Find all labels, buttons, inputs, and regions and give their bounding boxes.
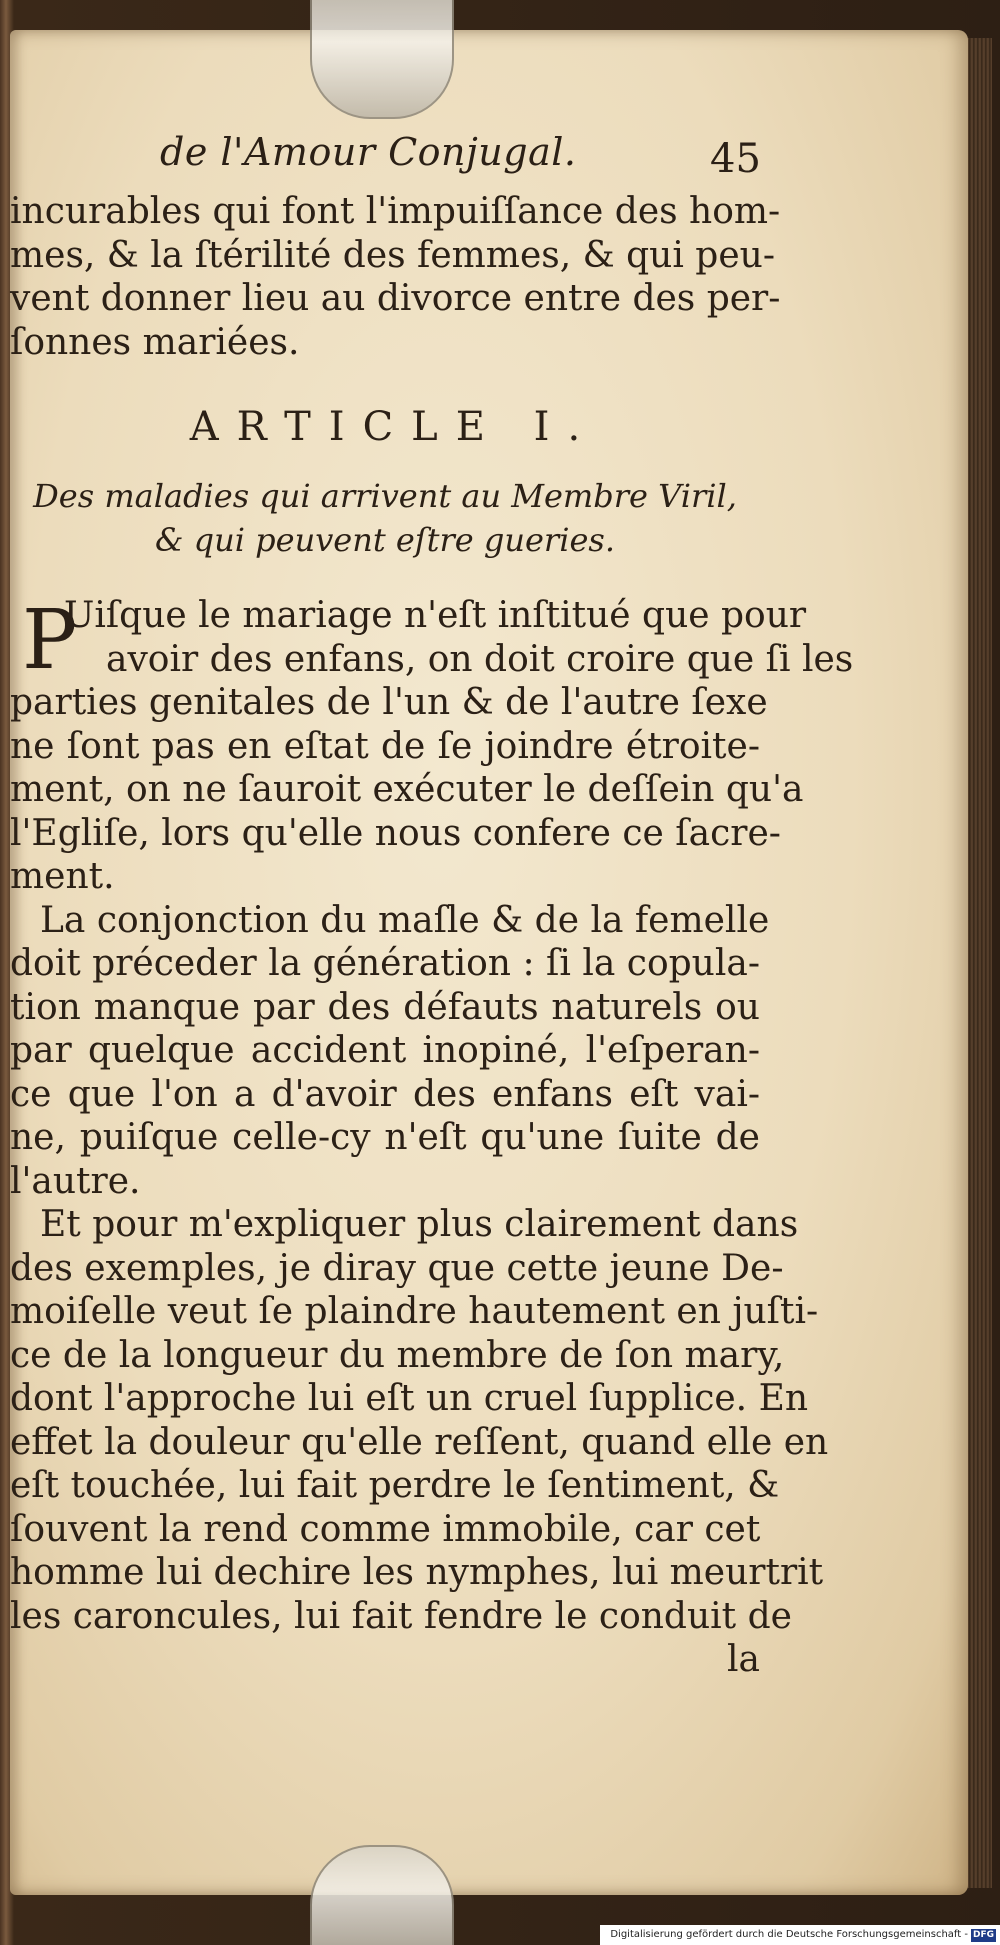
text-line: vent donner lieu au divorce entre des per-: [10, 278, 781, 319]
subtitle-line: & qui peuvent eſtre gueries.: [155, 521, 615, 559]
drop-cap: P: [22, 593, 78, 688]
article-subtitle: [10, 474, 760, 562]
text-line: tion manque par des défauts naturels ou: [10, 986, 760, 1028]
page-text: [10, 130, 854, 1682]
paragraph-2: [10, 899, 770, 1204]
page-number: 45: [710, 136, 761, 182]
text-line: moiſelle veut ſe plaindre hautement en juſti-: [10, 1291, 819, 1332]
text-line: Et pour m'expliquer plus clairement dans: [40, 1204, 799, 1245]
text-line: doit préceder la génération : ſi la copula-: [10, 943, 760, 984]
text-line: ne ſont pas en eſtat de ſe joindre étroite-: [10, 725, 760, 767]
text-line: Uiſque le mariage n'eſt inſtitué que pour: [64, 595, 807, 636]
text-line: mes, & la ſtérilité des femmes, & qui peu-: [10, 234, 775, 276]
text-line: les caroncules, lui fait fendre le conduit de: [10, 1595, 792, 1637]
text-line: ment.: [10, 856, 115, 897]
text-line: La conjonction du maſle & de la femelle: [40, 899, 770, 941]
intro-paragraph: [10, 190, 781, 364]
text-line: eſt touchée, lui fait perdre le ſentiment, &: [10, 1465, 780, 1506]
article-heading: ARTICLE I.: [189, 404, 599, 450]
book-page-edges: [966, 38, 992, 1888]
text-line: ſonnes mariées.: [10, 321, 300, 363]
text-line: effet la douleur qu'elle reſſent, quand elle en: [10, 1421, 829, 1463]
text-line: ce que l'on a d'avoir des enfans eſt vai-: [10, 1073, 760, 1115]
text-line: avoir des enfans, on doit croire que ſi les: [106, 638, 854, 680]
page-clip-top: [310, 0, 454, 119]
text-line: homme lui dechire les nymphes, lui meurtrit: [10, 1552, 824, 1593]
text-line: ne, puiſque celle-cy n'eſt qu'une ſuite de: [10, 1117, 760, 1158]
subtitle-line: Des maladies qui arrivent au Membre Viril,: [33, 477, 737, 515]
text-line: l'Egliſe, lors qu'elle nous confere ce ſacre-: [10, 812, 781, 854]
text-line: parties genitales de l'un & de l'autre ſexe: [10, 682, 768, 723]
text-line: incurables qui font l'impuiſſance des hom-: [10, 191, 781, 232]
catchword: la: [727, 1639, 760, 1680]
digitization-footer: [600, 1925, 1000, 1945]
page-clip-bottom: [310, 1845, 454, 1945]
text-line: ce de la longueur du membre de ſon mary,: [10, 1334, 785, 1376]
text-line: par quelque accident inopiné, l'eſperan-: [10, 1030, 760, 1071]
dfg-logo: DFG: [972, 1930, 994, 1940]
paragraph-1: [10, 593, 854, 899]
text-line: des exemples, je diray que cette jeune De-: [10, 1247, 784, 1289]
footer-text: Digitalisierung gefördert durch die Deutsche Forschungsgemeinschaft -: [610, 1929, 968, 1940]
text-line: dont l'approche lui eſt un cruel ſupplice. En: [10, 1378, 809, 1419]
text-line: ſouvent la rend comme immobile, car cet: [10, 1508, 761, 1550]
running-head: [10, 130, 760, 190]
text-line: ment, on ne ſauroit exécuter le deſſein qu'a: [10, 769, 804, 810]
running-title: de l'Amour Conjugal.: [160, 130, 577, 174]
paragraph-3: [10, 1203, 829, 1638]
text-line: l'autre.: [10, 1160, 141, 1202]
